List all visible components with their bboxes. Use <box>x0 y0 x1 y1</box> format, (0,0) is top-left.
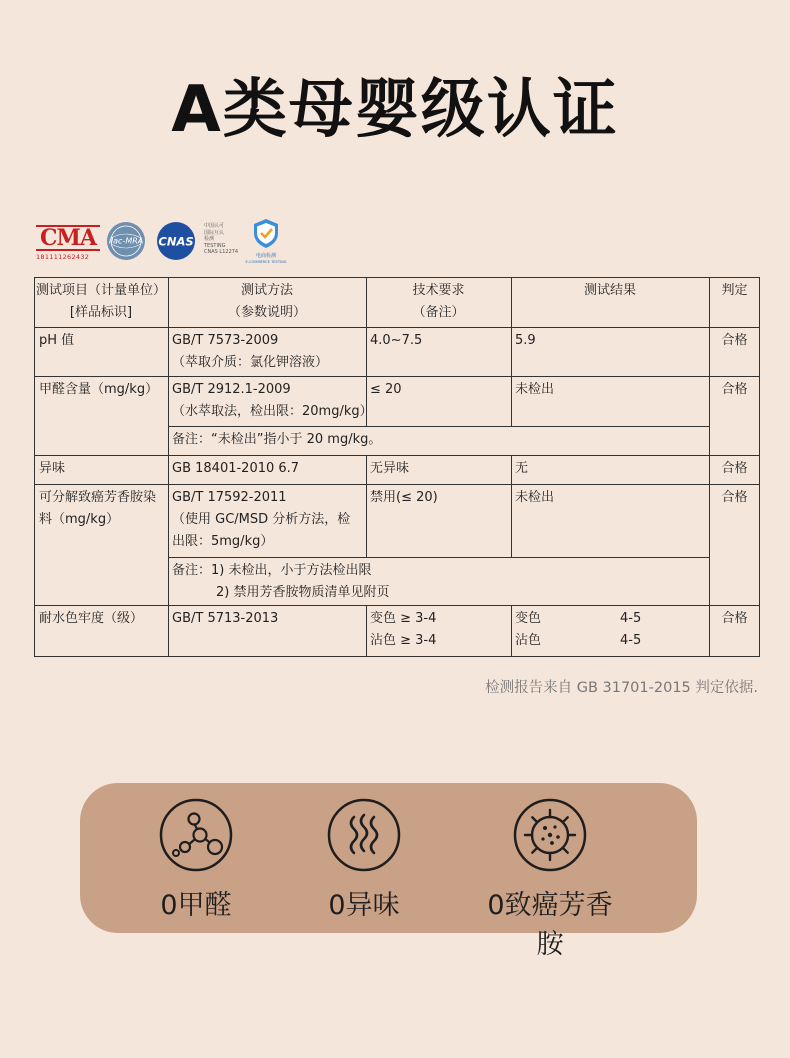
waterfast-result-stain-value: 4-5 <box>620 633 642 648</box>
waterfast-result-stain-label: 沾色 <box>515 633 542 648</box>
waterfast-result-change-value: 4-5 <box>620 611 642 626</box>
ilac-text: ilac-MRA <box>108 236 144 246</box>
certification-logos <box>36 215 296 265</box>
ecom-testing-logo <box>241 217 291 265</box>
feature-label-odor: 0异味 <box>328 890 400 921</box>
waterfast-result-change-label: 变色 <box>515 611 542 626</box>
formaldehyde-verdict: 合格 <box>721 382 748 397</box>
amine-verdict: 合格 <box>721 490 748 505</box>
odor-waves-icon <box>326 797 402 873</box>
header-requirement-sub: （备注） <box>412 305 465 320</box>
waterfast-requirement-change: 变色 ≥ 3-4 <box>370 611 437 626</box>
formaldehyde-requirement: ≤ 20 <box>370 382 402 397</box>
odor-verdict: 合格 <box>721 461 748 476</box>
ecom-en-text: E-COMMERCE TESTING <box>245 260 287 264</box>
ilac-mra-logo <box>106 221 146 265</box>
basis-note: 检测报告来自 GB 31701-2015 判定依据. <box>485 680 758 696</box>
feature-panel <box>80 783 697 960</box>
cma-mark: CMA <box>36 225 100 251</box>
amine-method: GB/T 17592-2011 <box>172 490 287 505</box>
ph-verdict: 合格 <box>721 333 748 348</box>
odor-item: 异味 <box>39 461 66 476</box>
formaldehyde-method-param: （水萃取法，检出限：20mg/kg） <box>172 404 373 419</box>
feature-amine <box>480 797 620 961</box>
ecom-cn-text: 电商检测 <box>255 253 276 259</box>
feature-label-formaldehyde: 0甲醛 <box>160 890 232 921</box>
test-report-table <box>34 277 760 657</box>
amine-item: 可分解致癌芳香胺染 <box>39 490 157 505</box>
header-result: 测试结果 <box>583 283 636 298</box>
header-item-sub: [样品标识] <box>69 305 133 320</box>
virus-cell-icon <box>512 797 588 873</box>
odor-result: 无 <box>515 461 529 476</box>
feature-label-amine: 0致癌芳香胺 <box>487 890 613 960</box>
amine-note-1: 备注：1) 未检出，小于方法检出限 <box>172 563 372 578</box>
molecule-icon <box>158 797 234 873</box>
ph-method-param: （萃取介质：氯化钾溶液） <box>172 355 329 370</box>
waterfast-item: 耐水色牢度（级） <box>39 611 144 626</box>
amine-method-limit: 出限：5mg/kg） <box>172 534 274 549</box>
formaldehyde-note: 备注：“未检出”指小于 20 mg/kg。 <box>172 432 382 447</box>
header-requirement: 技术要求 <box>412 283 465 298</box>
ph-method: GB/T 7573-2009 <box>172 333 279 348</box>
ph-item: pH 值 <box>39 333 75 348</box>
cnas-text: CNAS <box>158 234 194 249</box>
amine-requirement: 禁用(≤ 20) <box>370 490 438 505</box>
shield-check-icon <box>251 217 281 249</box>
cma-number: 181111262432 <box>36 253 90 261</box>
feature-odor <box>294 797 434 922</box>
amine-method-param: （使用 GC/MSD 分析方法，检 <box>172 512 351 527</box>
ph-result: 5.9 <box>515 333 536 348</box>
formaldehyde-result: 未检出 <box>515 382 555 397</box>
amine-note-2: 2) 禁用芳香胺物质清单见附页 <box>216 585 390 600</box>
waterfast-requirement-stain: 沾色 ≥ 3-4 <box>370 633 437 648</box>
ph-requirement: 4.0~7.5 <box>370 333 423 348</box>
formaldehyde-item: 甲醛含量（mg/kg） <box>39 382 159 397</box>
waterfast-verdict: 合格 <box>721 611 748 626</box>
waterfast-method: GB/T 5713-2013 <box>172 611 279 626</box>
amine-result: 未检出 <box>515 490 555 505</box>
header-method-sub: （参数说明） <box>227 305 306 320</box>
header-item: 测试项目（计量单位） <box>35 283 166 298</box>
feature-formaldehyde <box>126 797 266 922</box>
header-method: 测试方法 <box>240 283 293 298</box>
odor-requirement: 无异味 <box>370 461 410 476</box>
cma-logo <box>36 225 100 261</box>
amine-item-unit: 料（mg/kg） <box>39 512 120 527</box>
page-title: A类母婴级认证 <box>171 73 619 147</box>
cnas-logo <box>152 221 200 265</box>
formaldehyde-method: GB/T 2912.1-2009 <box>172 382 291 397</box>
odor-method: GB 18401-2010 6.7 <box>172 461 300 476</box>
header-verdict: 判定 <box>721 283 748 298</box>
cnas-note: 中国认可 国际互认 检测 TESTING CNAS L12274 <box>204 223 239 255</box>
